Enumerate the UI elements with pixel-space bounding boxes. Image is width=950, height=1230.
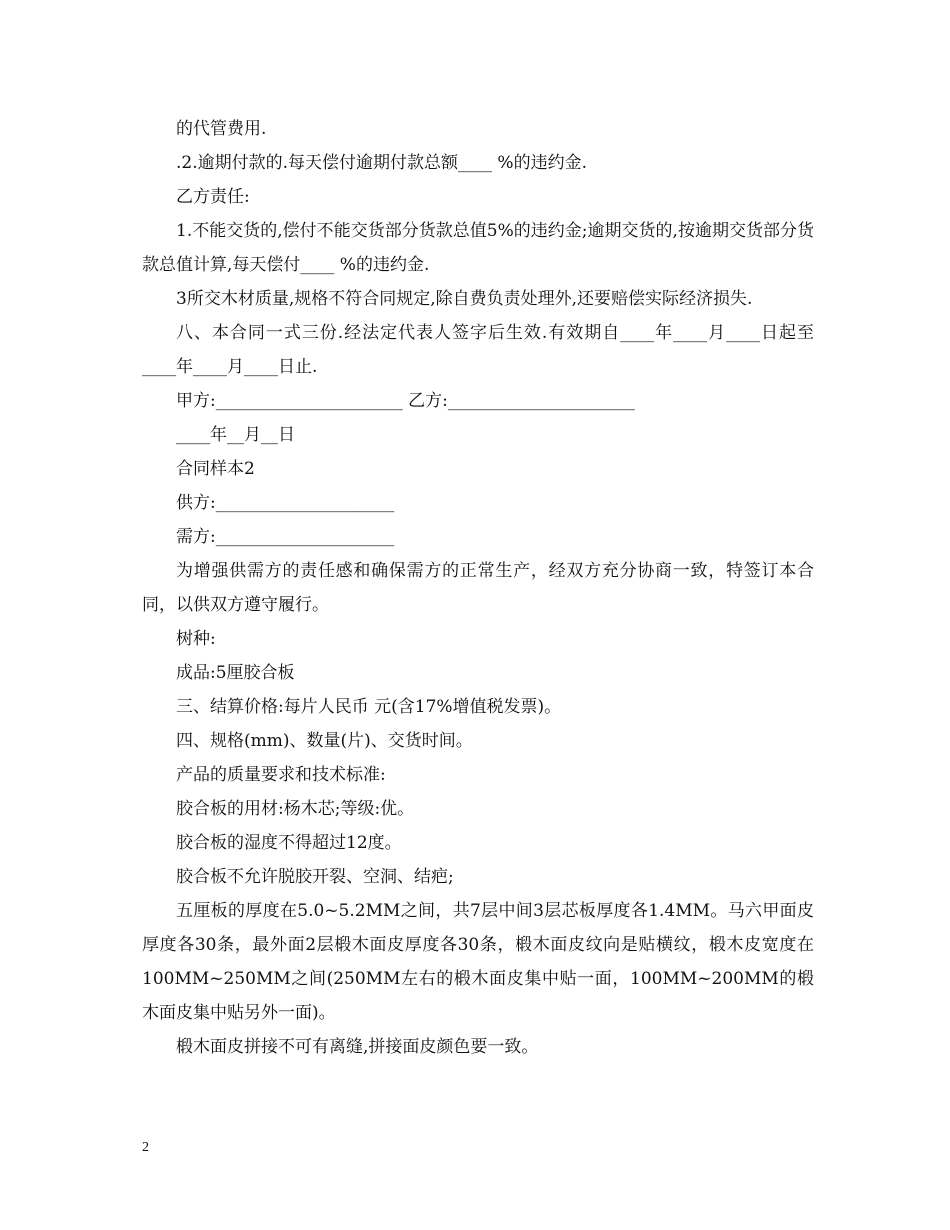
paragraph-16: 四、规格(mm)、数量(片)、交货时间。: [176, 731, 473, 751]
section-title: 合同样本2: [176, 459, 255, 479]
signature-line: 甲方:______________________ 乙方:______________________: [176, 391, 635, 411]
paragraph-3: 乙方责任:: [176, 187, 250, 207]
paragraph-14: 成品:5厘胶合板: [176, 663, 295, 683]
paragraph-19: 胶合板的湿度不得超过12度。: [176, 833, 402, 853]
paragraph-13: 树种:: [176, 629, 216, 649]
paragraph-5: 3所交木材质量,规格不符合同规定,除自费负责处理外,还要赔偿实际经济损失.: [176, 289, 753, 309]
supplier-line: 供方:_____________________: [176, 493, 395, 513]
paragraph-6: 八、本合同一式三份.经法定代表人签字后生效.有效期自____年____月____日起至____年____月____日止.: [142, 323, 814, 377]
date-line: ____年__月__日: [176, 425, 295, 445]
paragraph-12: 为增强供需方的责任感和确保需方的正常生产，经双方充分协商一致，特签订本合同，以供双方遵守履行。: [142, 561, 814, 615]
buyer-line: 需方:_____________________: [176, 527, 395, 547]
paragraph-18: 胶合板的用材:杨木芯;等级:优。: [176, 799, 415, 819]
paragraph-21: 五厘板的厚度在5.0~5.2MM之间，共7层中间3层芯板厚度各1.4MM。马六甲面皮厚度各30条，最外面2层椴木面皮厚度各30条，椴木面皮纹向是贴横纹，椴木皮宽度在100MM~250MM之间(250MM左右的椴木面皮集中贴一面，100MM~200MM的椴木面皮集中贴另外一面)。: [142, 901, 814, 1023]
document-body: [142, 112, 814, 1064]
paragraph-20: 胶合板不允许脱胶开裂、空洞、结疤;: [176, 867, 454, 887]
paragraph-1: 的代管费用.: [176, 119, 267, 139]
paragraph-22: 椴木面皮拼接不可有离缝,拼接面皮颜色要一致。: [176, 1037, 539, 1057]
paragraph-17: 产品的质量要求和技术标准:: [176, 765, 386, 785]
paragraph-2: .2.逾期付款的.每天偿付逾期付款总额____ %的违约金.: [176, 153, 587, 173]
paragraph-15: 三、结算价格:每片人民币 元(含17%增值税发票)。: [176, 697, 562, 717]
page-number: 2: [142, 1140, 149, 1155]
paragraph-4: 1.不能交货的,偿付不能交货部分货款总值5%的违约金;逾期交货的,按逾期交货部分货款总值计算,每天偿付____ %的违约金.: [142, 221, 814, 275]
